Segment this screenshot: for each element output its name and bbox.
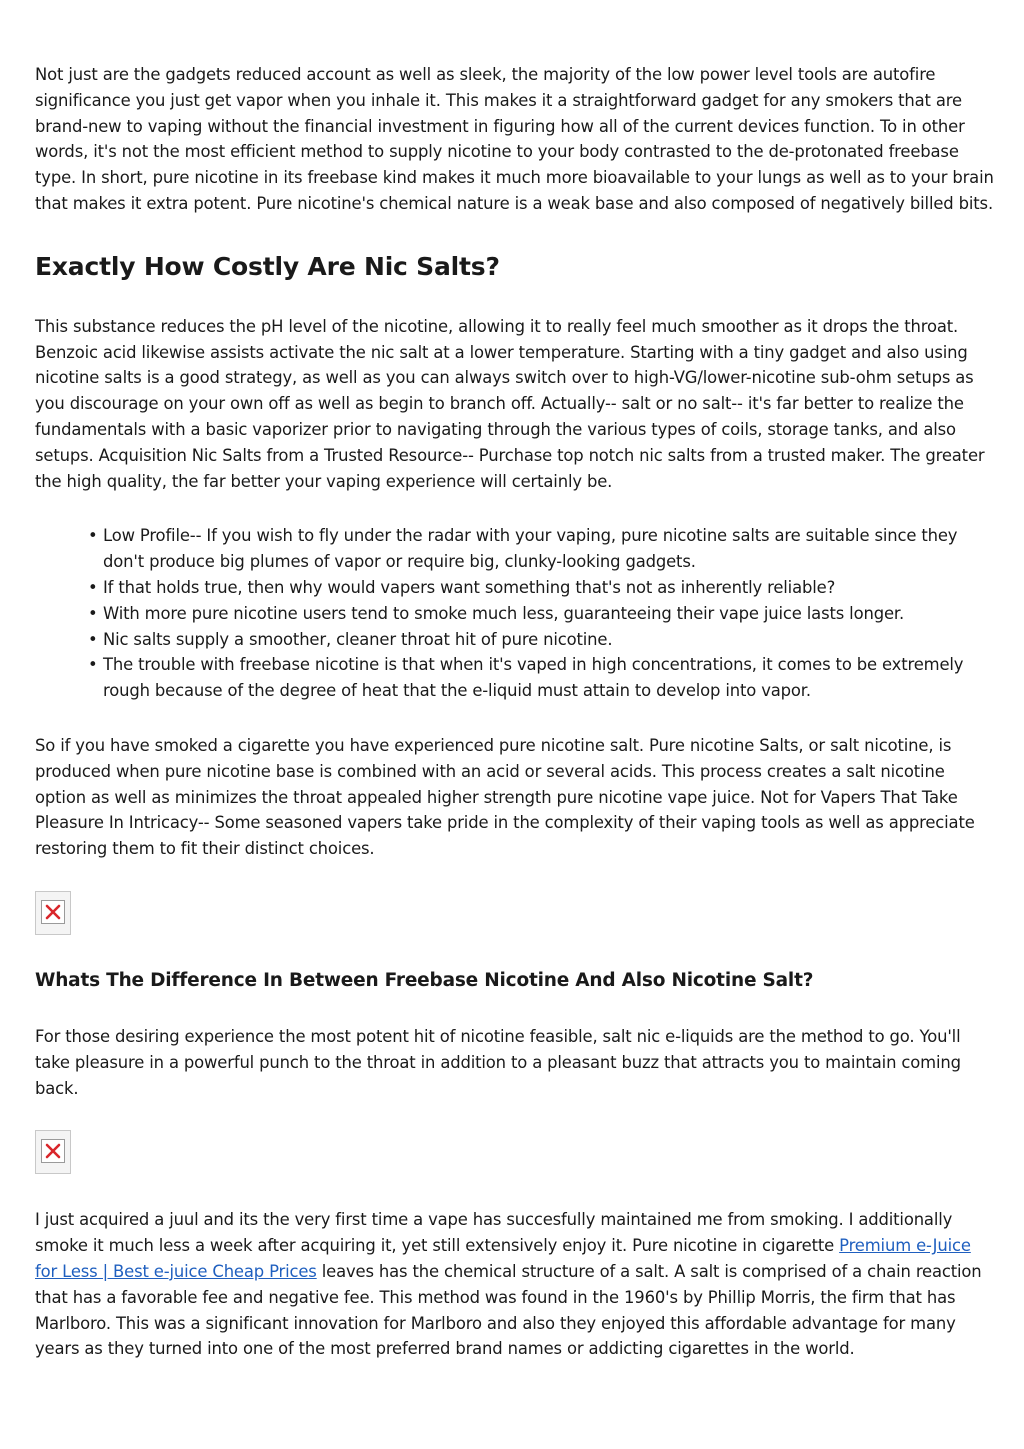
heading-costly-nic-salts: Exactly How Costly Are Nic Salts? <box>35 251 500 281</box>
heading-freebase-vs-salt: Whats The Difference In Between Freebase Nicotine And Also Nicotine Salt? <box>35 969 814 991</box>
premium-ejuice-link[interactable]: Premium e-Juice for Less | Best e-juice Cheap Prices <box>35 1236 971 1281</box>
paragraph-potent-hit: For those desiring experience the most potent hit of nicotine feasible, salt nic e-liquids are the method to go. You'll take pleasure in a powerful punch to the throat in addition to a pleasant buzz that attracts you to maintain coming back. <box>35 1026 961 1098</box>
paragraph-smoked-cigarette: So if you have smoked a cigarette you have experienced pure nicotine salt. Pure nicotine Salts, or salt nicotine, is produced when pure nicotine base is combined with an acid or several acids. This process creates a salt nicotine option as well as minimizes the throat appealed higher strength pure nicotine vape juice. Not for Vapers That Take Pleasure In Intricacy-- Some seasoned vapers take pride in the complexity of their vaping tools as well as appreciate restoring them to fit their distinct choices. <box>35 735 975 859</box>
paragraph-ph-level: This substance reduces the pH level of the nicotine, allowing it to really feel much smoother as it drops the throat. Benzoic acid likewise assists activate the nic salt at a lower temperature. Starting with a tiny gadget and also using nicotine salts is a good strategy, as well as you can always switch over to high-VG/lower-nicotine sub-ohm setups as you discourage on your own off as well as begin to branch off. Actually-- salt or no salt-- it's far better to realize the fundamentals with a basic vaporizer prior to navigating through the various types of coils, storage tanks, and also setups. Acquisition Nic Salts from a Trusted Resource-- Purchase top notch nic salts from a trusted maker. The greater the high quality, the far better your vaping experience will certainly be. <box>35 316 985 491</box>
broken-image-x-icon <box>45 904 61 920</box>
article <box>35 62 995 1362</box>
broken-image-placeholder <box>35 891 71 935</box>
list-item: • Low Profile-- If you wish to fly under the radar with your vaping, pure nicotine salts are suitable since they don't produce big plumes of vapor or require big, clunky-looking gadgets. <box>103 523 995 575</box>
broken-image-x-icon <box>45 1143 61 1159</box>
list-item: • With more pure nicotine users tend to smoke much less, guaranteeing their vape juice lasts longer. <box>103 601 995 627</box>
list-item: • If that holds true, then why would vapers want something that's not as inherently reliable? <box>103 575 995 601</box>
paragraph-juul-text-before: I just acquired a juul and its the very first time a vape has succesfully maintained me from smoking. I additionally smoke it much less a week after acquiring it, yet still extensively enjoy it. Pure nicotine in cigarette <box>35 1210 953 1256</box>
broken-image-placeholder <box>35 1130 71 1174</box>
broken-image-frame <box>41 900 65 924</box>
broken-image-frame <box>41 1139 65 1163</box>
paragraph-juul <box>35 1207 995 1362</box>
list-item: • The trouble with freebase nicotine is that when it's vaped in high concentrations, it comes to be extremely rough because of the degree of heat that the e-liquid must attain to develop into vapor. <box>103 652 995 704</box>
list-item: • Nic salts supply a smoother, cleaner throat hit of pure nicotine. <box>103 627 995 653</box>
bullet-list <box>35 523 995 704</box>
paragraph-juul-text-after: leaves has the chemical structure of a salt. A salt is comprised of a chain reaction that has a favorable fee and negative fee. This method was found in the 1960's by Phillip Morris, the firm that has Marlboro. This was a significant innovation for Marlboro and also they enjoyed this affordable advantage for many years as they turned into one of the most preferred brand names or addicting cigarettes in the world. <box>35 1261 982 1359</box>
paragraph-intro: Not just are the gadgets reduced account as well as sleek, the majority of the low power level tools are autofire significance you just get vapor when you inhale it. This makes it a straightforward gadget for any smokers that are brand-new to vaping without the financial investment in figuring how all of the current devices function. To in other words, it's not the most efficient method to supply nicotine to your body contrasted to the de-protonated freebase type. In short, pure nicotine in its freebase kind makes it much more bioavailable to your lungs as well as to your brain that makes it extra potent. Pure nicotine's chemical nature is a weak base and also composed of negatively billed bits. <box>35 65 994 213</box>
